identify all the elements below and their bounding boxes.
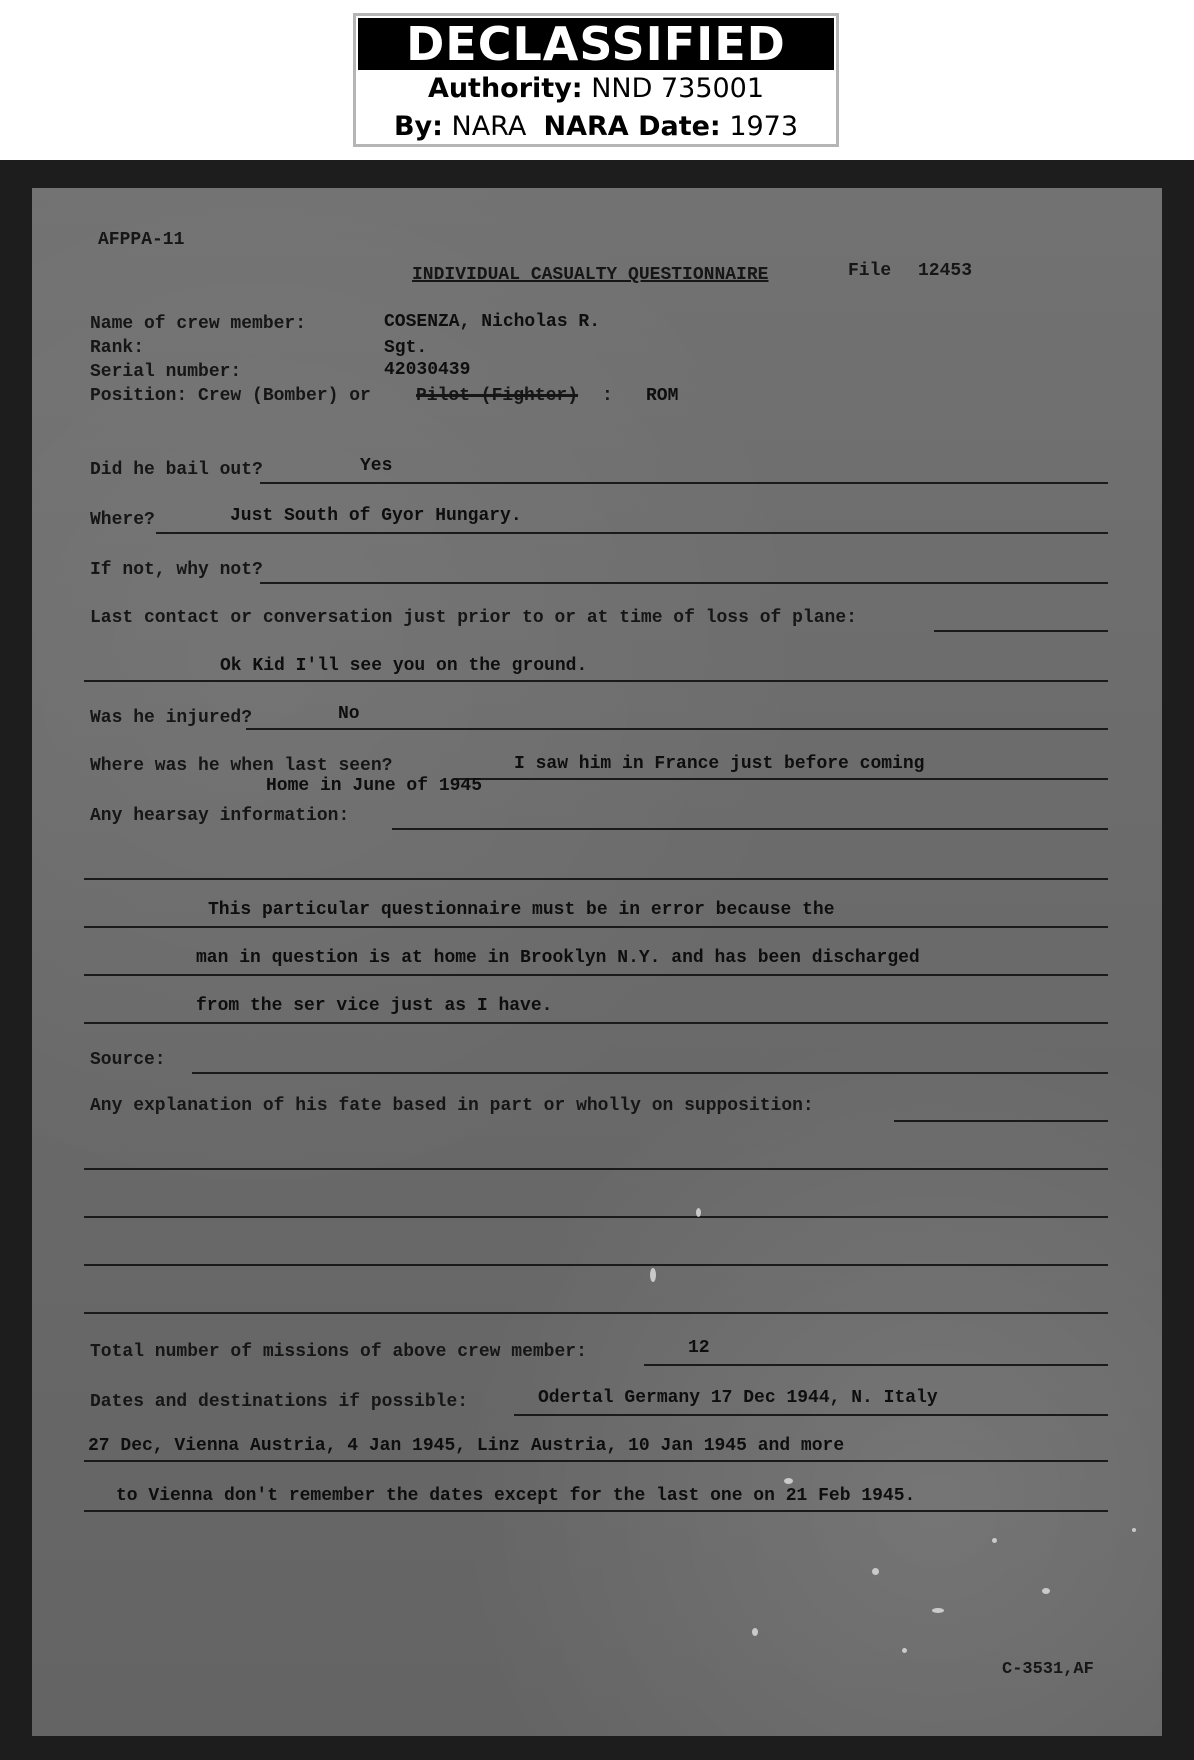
source-rule bbox=[192, 1072, 1108, 1074]
bail-label: Did he bail out? bbox=[90, 460, 263, 480]
serial-value: 42030439 bbox=[384, 360, 471, 380]
position-colon: : bbox=[602, 386, 613, 406]
missions-label: Total number of missions of above crew member: bbox=[90, 1342, 587, 1362]
hearsay-label: Any hearsay information: bbox=[90, 806, 350, 826]
file-label: File bbox=[848, 261, 892, 281]
scan-speck bbox=[902, 1648, 907, 1653]
stamp-authority-label: Authority: bbox=[427, 73, 583, 104]
ifnot-label: If not, why not? bbox=[90, 560, 263, 580]
explanation-rule-2 bbox=[84, 1168, 1108, 1170]
scan-speck bbox=[784, 1478, 793, 1484]
scan-speck bbox=[872, 1568, 879, 1575]
file-number: 12453 bbox=[918, 261, 973, 281]
scan-speck bbox=[752, 1628, 758, 1636]
form-id: AFPPA-11 bbox=[98, 230, 185, 250]
last-seen-rule bbox=[456, 778, 1108, 780]
stamp-authority-value: NND 735001 bbox=[591, 73, 765, 104]
dates-label: Dates and destinations if possible: bbox=[90, 1392, 469, 1412]
where-value: Just South of Gyor Hungary. bbox=[230, 506, 522, 526]
source-label: Source: bbox=[90, 1050, 166, 1070]
name-value: COSENZA, Nicholas R. bbox=[384, 312, 601, 332]
hearsay-rule-4 bbox=[84, 974, 1108, 976]
name-label: Name of crew member: bbox=[90, 314, 307, 334]
last-seen-value-2: Home in June of 1945 bbox=[266, 776, 483, 796]
stamp-date-label: NARA Date: bbox=[543, 111, 721, 142]
hearsay-rule-5 bbox=[84, 1022, 1108, 1024]
explanation-label: Any explanation of his fate based in part or wholly on supposition: bbox=[90, 1096, 814, 1116]
dates-value-3: to Vienna don't remember the dates except for the last one on 21 Feb 1945. bbox=[116, 1486, 916, 1506]
dates-rule-2 bbox=[84, 1460, 1108, 1462]
injured-value: No bbox=[338, 704, 360, 724]
stamp-heading: DECLASSIFIED bbox=[358, 18, 834, 70]
hearsay-value-3: from the ser vice just as I have. bbox=[196, 996, 553, 1016]
explanation-rule-3 bbox=[84, 1216, 1108, 1218]
hearsay-rule-1 bbox=[392, 828, 1108, 830]
last-contact-value: Ok Kid I'll see you on the ground. bbox=[220, 656, 588, 676]
where-label: Where? bbox=[90, 510, 155, 530]
hearsay-rule-2 bbox=[84, 878, 1108, 880]
stamp-by-line bbox=[356, 108, 836, 146]
hearsay-rule-3 bbox=[84, 926, 1108, 928]
last-contact-rule-1 bbox=[934, 630, 1108, 632]
position-struck-option: Pilot (Fighter) bbox=[416, 386, 579, 406]
stamp-by-label: By: bbox=[393, 111, 443, 142]
ifnot-rule bbox=[260, 582, 1108, 584]
dates-value-1: Odertal Germany 17 Dec 1944, N. Italy bbox=[538, 1388, 938, 1408]
serial-label: Serial number: bbox=[90, 362, 242, 382]
rank-value: Sgt. bbox=[384, 338, 428, 358]
questionnaire-paper bbox=[32, 188, 1162, 1736]
scanned-document bbox=[0, 160, 1194, 1760]
hearsay-value-1: This particular questionnaire must be in error because the bbox=[208, 900, 835, 920]
rank-label: Rank: bbox=[90, 338, 145, 358]
dates-rule-1 bbox=[514, 1414, 1108, 1416]
dates-rule-3 bbox=[84, 1510, 1108, 1512]
position-label: Position: Crew (Bomber) or bbox=[90, 386, 371, 406]
scan-speck bbox=[650, 1268, 656, 1282]
last-seen-value-1: I saw him in France just before coming bbox=[514, 754, 925, 774]
declassified-stamp bbox=[353, 13, 839, 147]
last-contact-label: Last contact or conversation just prior to or at time of loss of plane: bbox=[90, 608, 857, 628]
form-title: INDIVIDUAL CASUALTY QUESTIONNAIRE bbox=[412, 265, 769, 285]
where-rule bbox=[156, 532, 1108, 534]
injured-label: Was he injured? bbox=[90, 708, 253, 728]
position-value: ROM bbox=[646, 386, 679, 406]
scan-speck bbox=[932, 1608, 944, 1613]
scan-speck bbox=[1042, 1588, 1050, 1594]
explanation-rule-5 bbox=[84, 1312, 1108, 1314]
last-contact-rule-2 bbox=[84, 680, 1108, 682]
stamp-authority-line bbox=[356, 70, 836, 108]
missions-value: 12 bbox=[688, 1338, 710, 1358]
scan-speck bbox=[696, 1208, 701, 1217]
stamp-by-value: NARA bbox=[451, 111, 527, 142]
explanation-rule-4 bbox=[84, 1264, 1108, 1266]
injured-rule bbox=[246, 728, 1108, 730]
missions-rule bbox=[644, 1364, 1108, 1366]
scan-speck bbox=[992, 1538, 997, 1543]
stamp-date-value: 1973 bbox=[729, 111, 799, 142]
hearsay-value-2: man in question is at home in Brooklyn N.Y. and has been discharged bbox=[196, 948, 920, 968]
footer-code: C-3531,AF bbox=[1002, 1660, 1094, 1679]
last-seen-label: Where was he when last seen? bbox=[90, 756, 393, 776]
bail-value: Yes bbox=[360, 456, 393, 476]
bail-rule bbox=[260, 482, 1108, 484]
scan-speck bbox=[1132, 1528, 1136, 1532]
dates-value-2: 27 Dec, Vienna Austria, 4 Jan 1945, Linz Austria, 10 Jan 1945 and more bbox=[88, 1436, 845, 1456]
explanation-rule-1 bbox=[894, 1120, 1108, 1122]
